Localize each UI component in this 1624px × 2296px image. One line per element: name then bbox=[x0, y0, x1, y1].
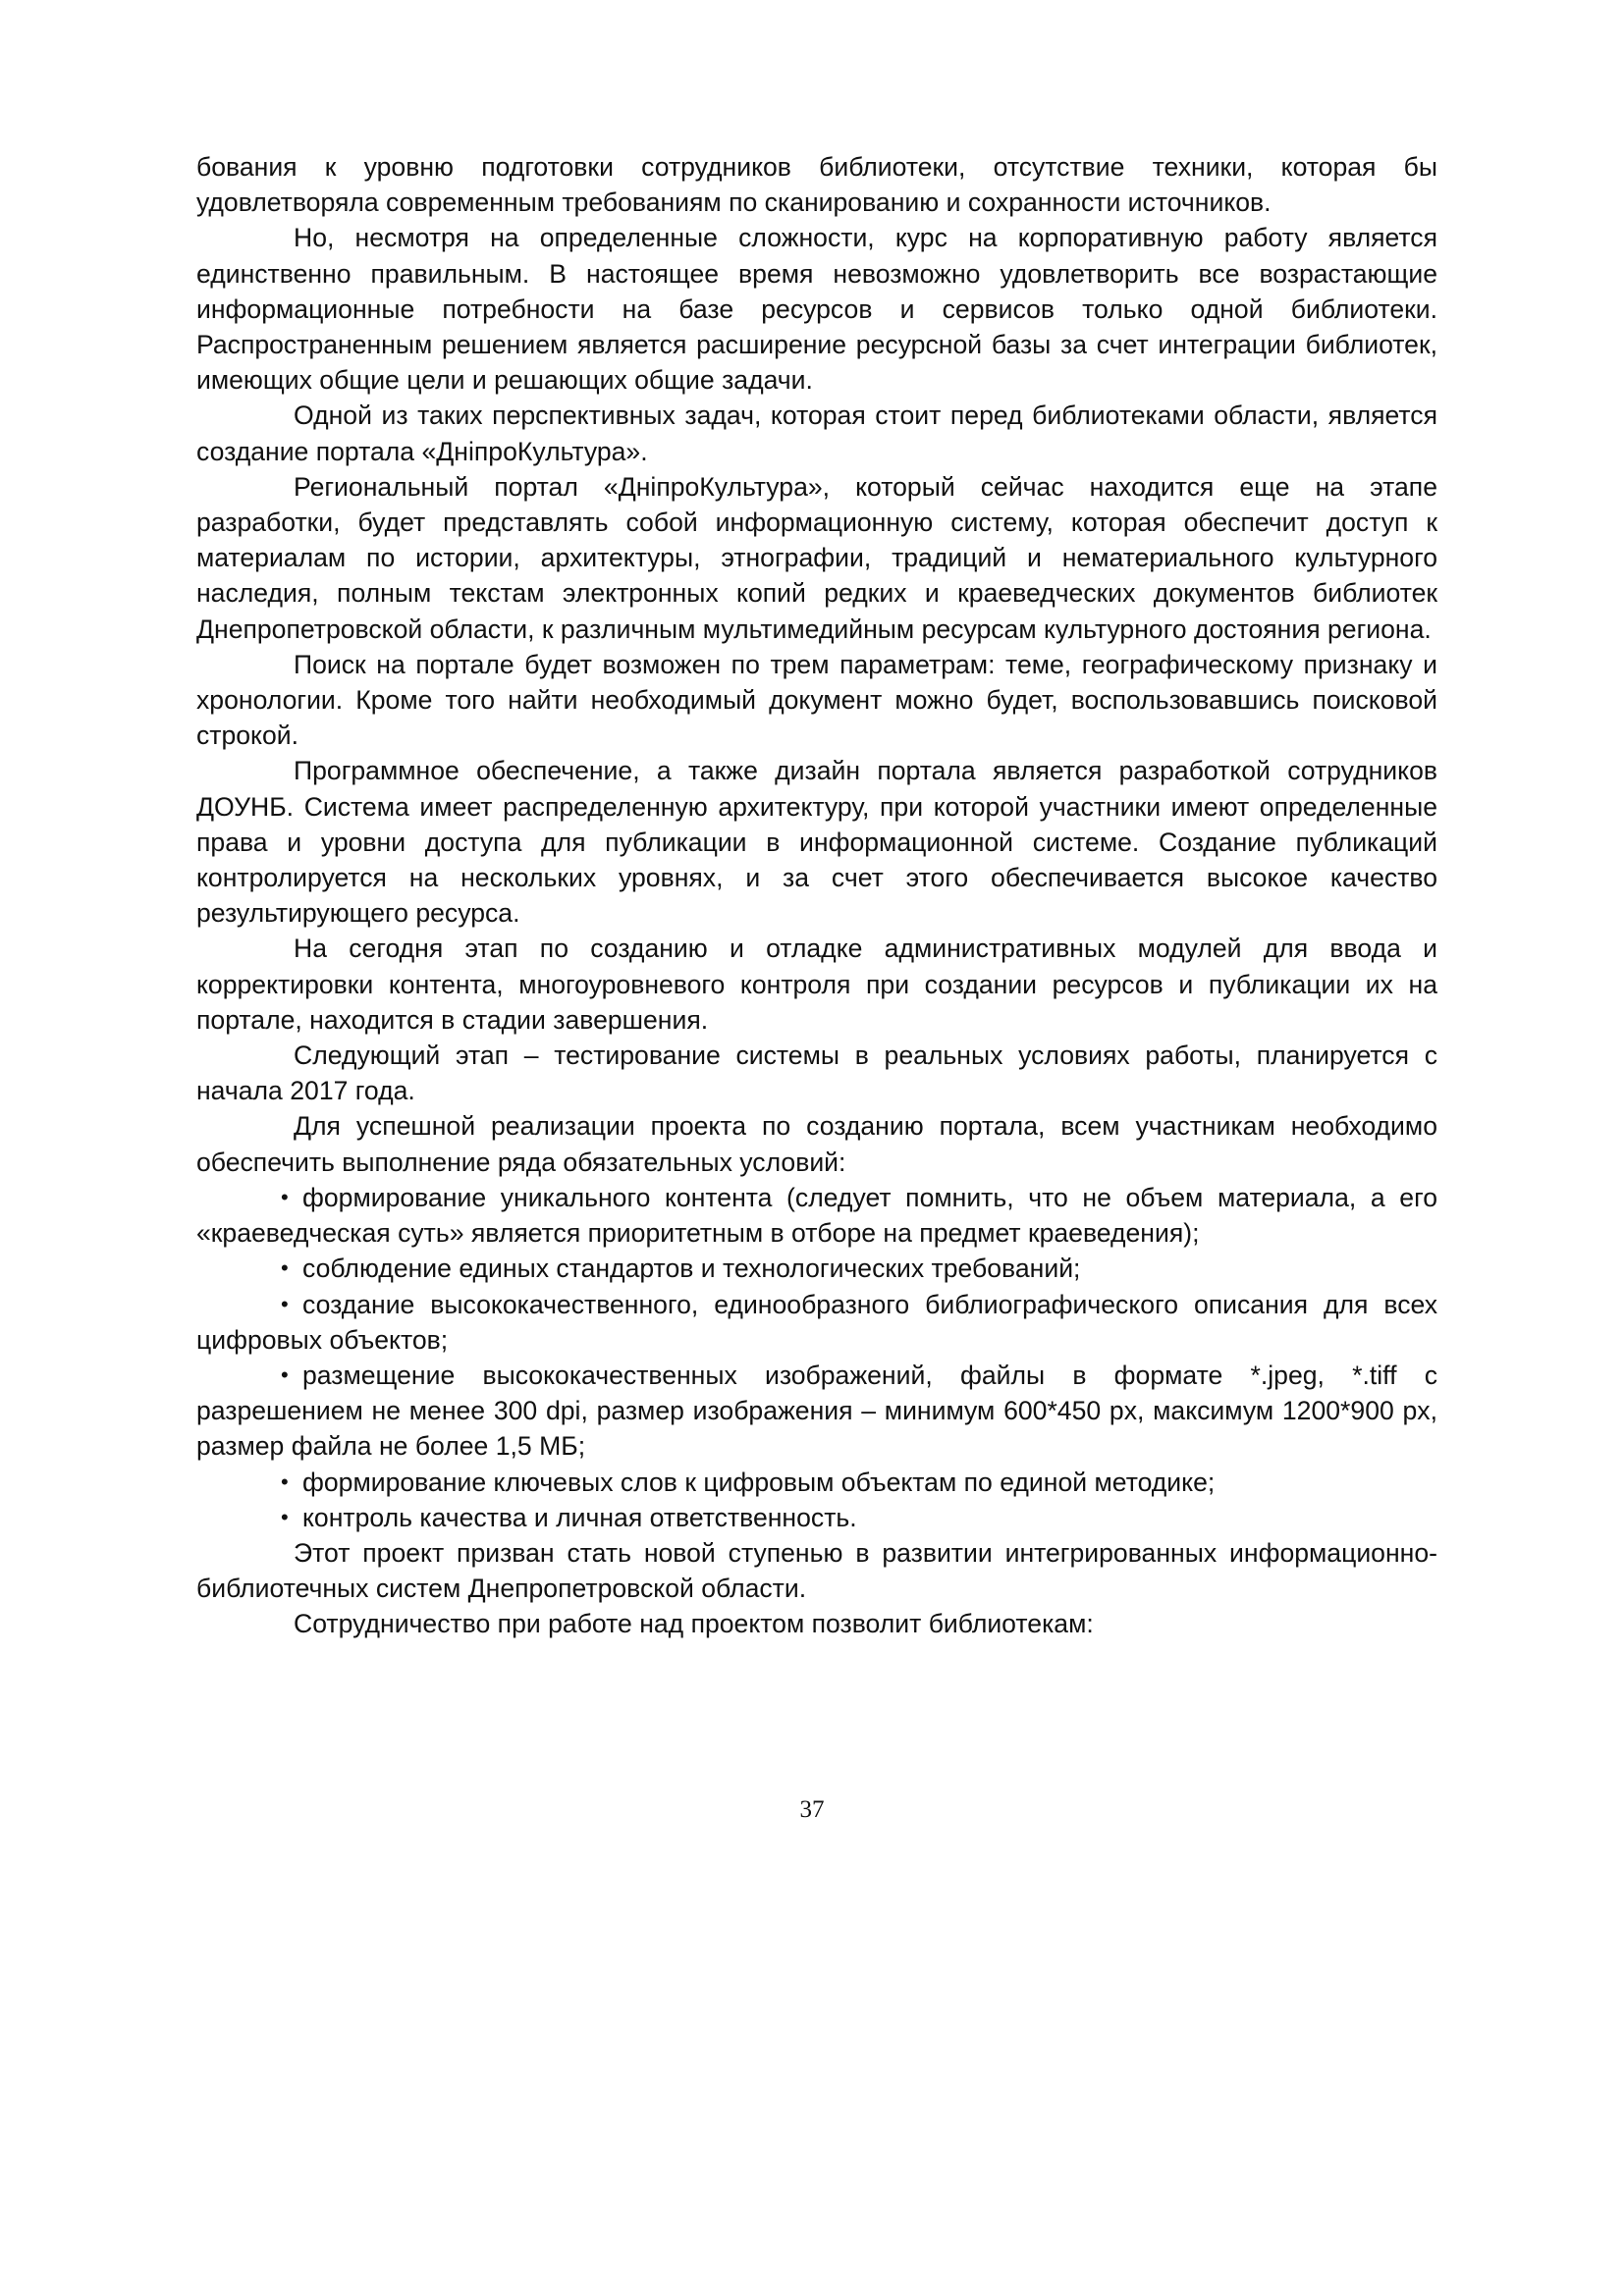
page-body bbox=[196, 149, 1437, 1642]
list-item-text: контроль качества и личная ответственность. bbox=[302, 1502, 857, 1532]
list-item-text: создание высококачественного, единообразного библиографического описания для всех цифровых объектов; bbox=[196, 1289, 1437, 1355]
paragraph: Но, несмотря на определенные сложности, курс на корпоративную работу является единственно правильным. В настоящее время невозможно удовлетворить все возрастающие информационные потребности на базе ресурсов и сервисов только одной библиотеки. Распространенным решением является расширение ресурсной базы за счет интеграции библиотек, имеющих общие цели и решающих общие задачи. bbox=[196, 223, 1437, 396]
paragraph: Для успешной реализации проекта по созданию портала, всем участникам необходимо обеспечить выполнение ряда обязательных условий: bbox=[196, 1111, 1437, 1177]
bullet-icon: • bbox=[281, 1362, 289, 1387]
bullet-icon: • bbox=[281, 1468, 289, 1494]
paragraph: Сотрудничество при работе над проектом позволит библиотекам: bbox=[294, 1609, 1094, 1639]
list-item-text: соблюдение единых стандартов и технологических требований; bbox=[302, 1254, 1081, 1284]
bullet-icon: • bbox=[281, 1504, 289, 1529]
paragraph: Следующий этап – тестирование системы в реальных условиях работы, планируется с начала 2017 года. bbox=[196, 1041, 1437, 1106]
bullet-icon: • bbox=[281, 1184, 289, 1209]
list-item-text: формирование уникального контента (следует помнить, что не объем материала, а его «краеведческая суть» является приоритетным в отборе на предмет краеведения); bbox=[196, 1182, 1437, 1249]
bullet-icon: • bbox=[281, 1291, 289, 1316]
paragraph: Программное обеспечение, а также дизайн портала является разработкой сотрудников ДОУНБ. Система имеет распределенную архитектуру, при которой участники имеют определенные права и уровни доступа для публикации в информационной системе. Создание публикаций контролируется на нескольких уровнях, и за счет этого обеспечивается высокое качество результирующего ресурса. bbox=[196, 756, 1437, 929]
list-item bbox=[196, 1287, 1437, 1358]
paragraph: На сегодня этап по созданию и отладке административных модулей для ввода и корректировки контента, многоуровневого контроля при создании ресурсов и публикации их на портале, находится в стадии завершения. bbox=[196, 934, 1437, 1035]
paragraph: Одной из таких перспективных задач, которая стоит перед библиотеками области, является создание портала «ДніпроКультура». bbox=[196, 400, 1437, 466]
list-item bbox=[196, 1500, 1437, 1535]
paragraph: Поиск на портале будет возможен по трем параметрам: теме, географическому признаку и хронологии. Кроме того найти необходимый документ можно будет, воспользовавшись поисковой строкой. bbox=[196, 649, 1437, 751]
list-item-text: размещение высококачественных изображений, файлы в формате *.jpeg, *.tiff с разрешением не менее 300 dpi, размер изображения – минимум 600*450 px, максимум 1200*900 px, размер файла не более 1,5 МБ; bbox=[196, 1360, 1437, 1462]
paragraph: Региональный портал «ДніпроКультура», который сейчас находится еще на этапе разработки, будет представлять собой информационную систему, которая обеспечит доступ к материалам по истории, архитектуры, этнографии, традиций и нематериального культурного наследия, полным текстам электронных копий редких и краеведческих документов библиотек Днепропетровской области, к различным мультимедийным ресурсам культурного достояния региона. bbox=[196, 471, 1437, 644]
list-item bbox=[196, 1180, 1437, 1251]
list-item bbox=[196, 1465, 1437, 1500]
list-item bbox=[196, 1358, 1437, 1465]
paragraph: Этот проект призван стать новой ступенью в развитии интегрированных информационно-библиотечных систем Днепропетровской области. bbox=[196, 1537, 1437, 1604]
bullet-icon: • bbox=[281, 1255, 289, 1281]
list-item bbox=[196, 1251, 1437, 1286]
list-item-text: формирование ключевых слов к цифровым объектам по единой методике; bbox=[302, 1467, 1216, 1497]
page-number: 37 bbox=[799, 1796, 825, 1823]
paragraph: бования к уровню подготовки сотрудников библиотеки, отсутствие техники, которая бы удовлетворяла современным требованиям по сканированию и сохранности источников. bbox=[196, 152, 1437, 218]
